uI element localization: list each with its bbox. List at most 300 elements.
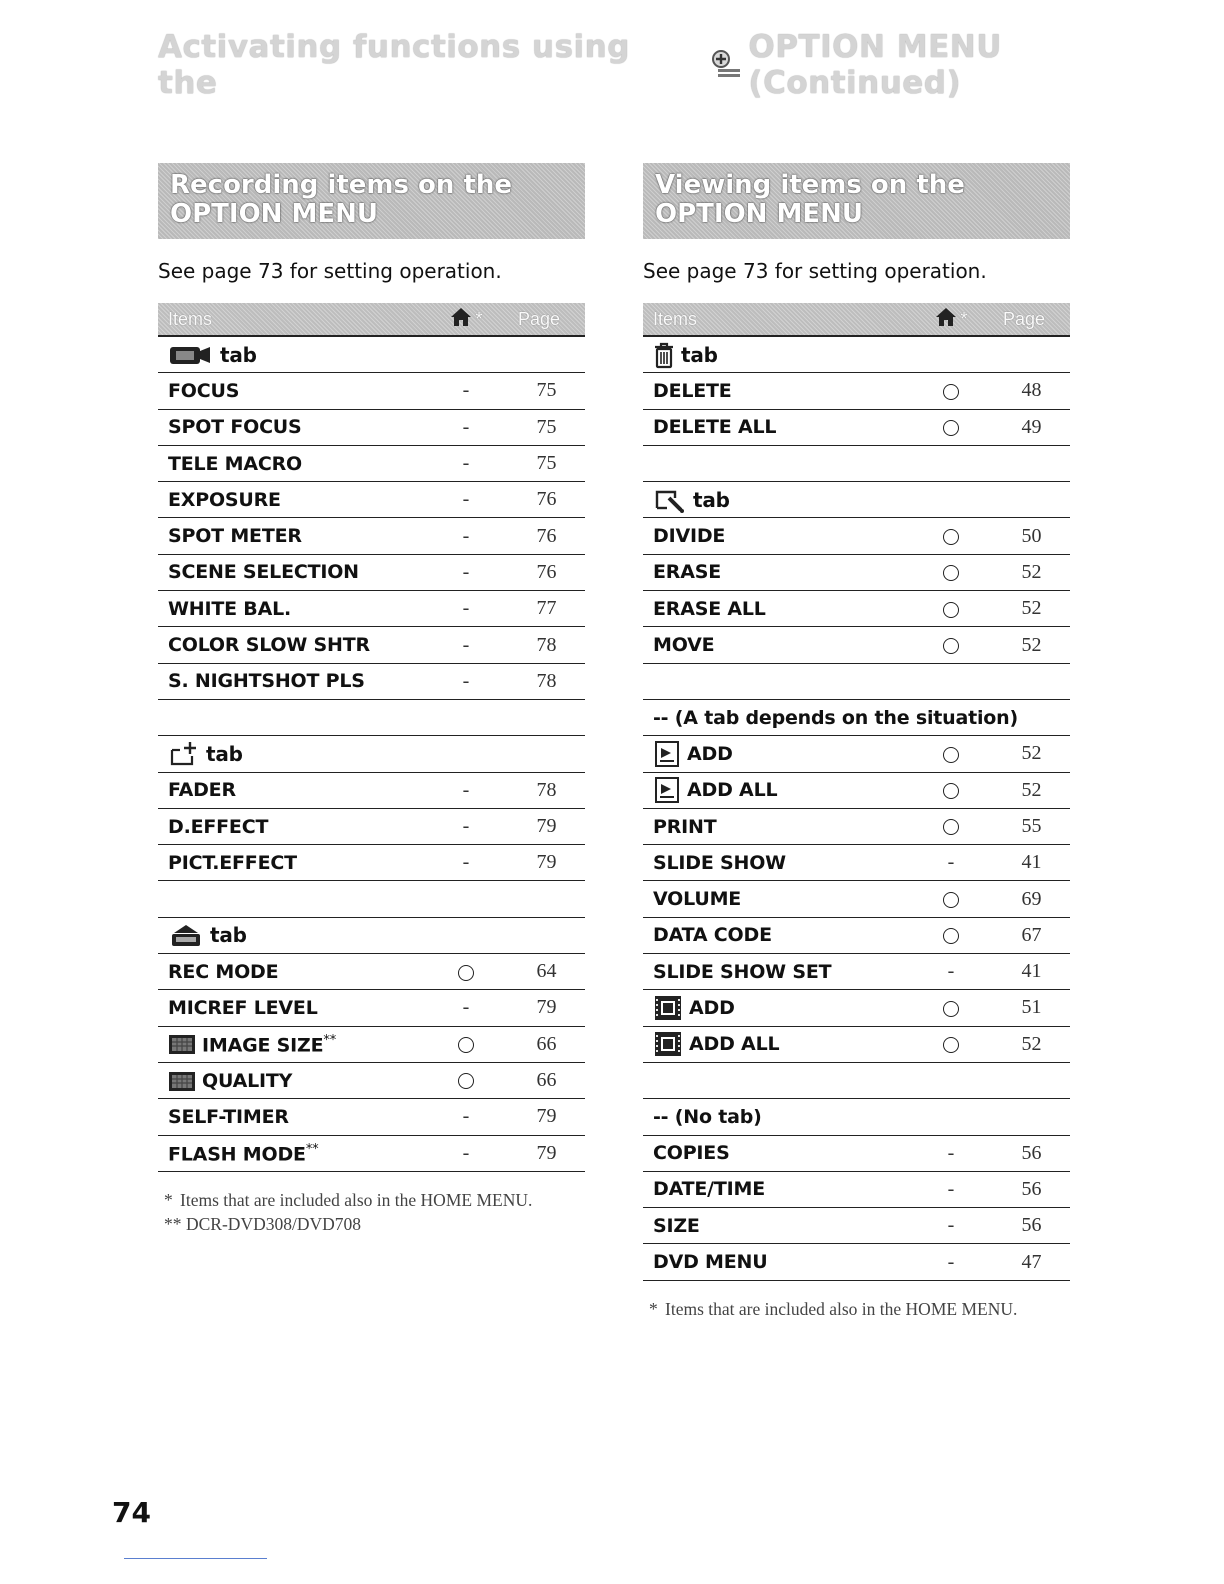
viewing-table-body bbox=[643, 337, 1070, 1281]
page-ref: 52 bbox=[1021, 560, 1042, 583]
page-ref: 66 bbox=[536, 1032, 557, 1055]
playlist-icon bbox=[653, 740, 681, 768]
menu-item-row bbox=[158, 373, 585, 409]
home-menu-flag bbox=[909, 779, 993, 802]
item-text: DVD MENU bbox=[653, 1251, 768, 1274]
menu-item-name bbox=[158, 1106, 424, 1128]
page-ref: 76 bbox=[536, 560, 557, 583]
footnote-marker: ** bbox=[305, 1141, 319, 1157]
item-label bbox=[168, 670, 365, 692]
menu-item-name bbox=[643, 888, 909, 910]
item-label bbox=[168, 598, 291, 620]
item-label bbox=[168, 489, 281, 511]
menu-item-row bbox=[643, 1244, 1070, 1280]
item-label bbox=[653, 416, 776, 438]
menu-item-row bbox=[643, 373, 1070, 409]
menu-item-row bbox=[158, 1099, 585, 1135]
menu-item-name bbox=[643, 816, 909, 838]
menu-item-row bbox=[643, 918, 1070, 954]
tab-group-label bbox=[158, 921, 424, 949]
home-menu-flag: - bbox=[462, 488, 470, 511]
item-label bbox=[168, 634, 370, 656]
item-text: ADD ALL bbox=[687, 779, 778, 802]
menu-item-name bbox=[643, 776, 909, 804]
item-label bbox=[653, 525, 725, 547]
item-label bbox=[653, 1251, 767, 1273]
page-ref: 55 bbox=[1021, 815, 1042, 837]
menu-item-row bbox=[643, 845, 1070, 881]
menu-item-name bbox=[643, 634, 909, 656]
menu-item-row bbox=[643, 990, 1070, 1026]
menu-item-name bbox=[158, 525, 424, 547]
item-text: COLOR SLOW SHTR bbox=[168, 634, 370, 657]
home-menu-flag bbox=[424, 1033, 508, 1056]
menu-item-name bbox=[643, 1142, 909, 1164]
item-label bbox=[653, 816, 717, 838]
home-menu-flag bbox=[909, 379, 993, 402]
page-ref: 79 bbox=[536, 996, 557, 1019]
tab-group-row bbox=[643, 337, 1070, 373]
tab-group-row bbox=[158, 736, 585, 772]
item-text: DIVIDE bbox=[653, 525, 726, 548]
column-page: Page bbox=[1003, 308, 1046, 329]
menu-item-row bbox=[158, 1027, 585, 1063]
item-label bbox=[653, 634, 714, 656]
menu-item-row bbox=[158, 664, 585, 700]
item-text: DELETE ALL bbox=[653, 416, 777, 439]
item-text: MOVE bbox=[653, 634, 715, 657]
item-label bbox=[653, 1178, 765, 1200]
item-text: FOCUS bbox=[168, 379, 240, 402]
item-label bbox=[202, 1033, 336, 1056]
item-text: ERASE ALL bbox=[653, 597, 766, 620]
footnote-mark: * bbox=[649, 1298, 658, 1319]
item-text: DATE/TIME bbox=[653, 1178, 765, 1201]
page-ref: 75 bbox=[536, 415, 557, 438]
menu-item-name bbox=[158, 634, 424, 656]
item-label bbox=[653, 888, 741, 910]
tab-group-row bbox=[158, 337, 585, 373]
menu-item-row bbox=[158, 990, 585, 1026]
effect-tab-icon bbox=[168, 740, 200, 768]
home-menu-flag: - bbox=[462, 452, 470, 475]
page-ref: 69 bbox=[1021, 887, 1042, 910]
menu-item-row bbox=[643, 954, 1070, 990]
menu-item-row bbox=[158, 446, 585, 482]
item-label bbox=[202, 1070, 292, 1092]
menu-item-name bbox=[643, 994, 909, 1022]
page-ref: 76 bbox=[536, 488, 557, 511]
home-menu-flag: - bbox=[462, 633, 470, 656]
included-circle-icon bbox=[943, 529, 959, 545]
menu-item-name bbox=[158, 779, 424, 801]
column-items: Items bbox=[168, 308, 213, 329]
menu-item-name bbox=[158, 416, 424, 438]
item-text: FADER bbox=[168, 779, 236, 802]
home-menu-flag: - bbox=[947, 1250, 955, 1273]
home-menu-flag: - bbox=[462, 415, 470, 438]
still-image-icon bbox=[168, 1033, 196, 1055]
page-ref: 47 bbox=[1021, 1250, 1042, 1273]
menu-item-row bbox=[643, 1136, 1070, 1172]
item-label bbox=[687, 779, 777, 801]
menu-item-name bbox=[643, 380, 909, 402]
menu-item-row bbox=[643, 518, 1070, 554]
tab-group-label bbox=[643, 486, 909, 514]
menu-item-name bbox=[643, 1030, 909, 1058]
home-menu-flag: - bbox=[462, 1105, 470, 1128]
item-label bbox=[653, 852, 786, 874]
home-menu-flag bbox=[909, 742, 993, 765]
menu-item-name bbox=[643, 740, 909, 768]
page-ref: 78 bbox=[536, 778, 557, 801]
viewing-table-header bbox=[643, 303, 1070, 337]
item-label bbox=[168, 1142, 318, 1165]
item-text: DELETE bbox=[653, 379, 732, 402]
included-circle-icon bbox=[458, 965, 474, 981]
item-label bbox=[653, 561, 721, 583]
included-circle-icon bbox=[943, 783, 959, 799]
home-menu-flag bbox=[909, 561, 993, 584]
home-menu-flag: - bbox=[462, 379, 470, 402]
page-ref: 52 bbox=[1021, 633, 1042, 656]
item-label bbox=[653, 1215, 700, 1237]
menu-item-row bbox=[158, 773, 585, 809]
page-ref: 52 bbox=[1021, 742, 1042, 765]
page-ref: 52 bbox=[1021, 778, 1042, 801]
item-label bbox=[653, 1142, 730, 1164]
subsection-row bbox=[643, 1099, 1070, 1135]
menu-item-name bbox=[158, 489, 424, 511]
page-ref: 79 bbox=[536, 1105, 557, 1128]
item-text: ADD bbox=[689, 996, 735, 1019]
recorder-tab-icon bbox=[168, 921, 204, 949]
menu-item-row bbox=[643, 627, 1070, 663]
item-text: SELF-TIMER bbox=[168, 1105, 289, 1128]
home-menu-flag: - bbox=[947, 1214, 955, 1237]
item-text: SPOT FOCUS bbox=[168, 416, 302, 439]
menu-item-name bbox=[643, 525, 909, 547]
playlist-icon bbox=[653, 776, 681, 804]
home-menu-flag: - bbox=[947, 1141, 955, 1164]
home-menu-flag: - bbox=[947, 960, 955, 983]
page-ref: 75 bbox=[536, 379, 557, 402]
home-menu-flag: - bbox=[947, 1177, 955, 1200]
blank-row bbox=[158, 700, 585, 736]
item-label bbox=[689, 997, 735, 1019]
page-ref: 67 bbox=[1021, 923, 1042, 946]
menu-item-name bbox=[643, 852, 909, 874]
item-label bbox=[168, 1106, 289, 1128]
item-text: MICREF LEVEL bbox=[168, 996, 318, 1019]
item-text: D.EFFECT bbox=[168, 815, 269, 838]
menu-item-row bbox=[643, 1172, 1070, 1208]
menu-item-row bbox=[158, 845, 585, 881]
menu-item-name bbox=[158, 1070, 424, 1092]
footnote-text: Items that are included also in the HOME MENU. bbox=[665, 1298, 1018, 1319]
blank-row bbox=[643, 664, 1070, 700]
page-number: 74 bbox=[112, 1496, 151, 1529]
page-ref: 76 bbox=[536, 524, 557, 547]
menu-item-name bbox=[158, 561, 424, 583]
item-label bbox=[168, 997, 318, 1019]
page-ref: 51 bbox=[1021, 996, 1042, 1019]
footnote-text: Items that are included also in the HOME MENU. bbox=[180, 1189, 533, 1210]
item-text: EXPOSURE bbox=[168, 488, 281, 511]
included-circle-icon bbox=[458, 1073, 474, 1089]
item-text: QUALITY bbox=[202, 1069, 293, 1092]
included-circle-icon bbox=[943, 1037, 959, 1053]
home-menu-flag: - bbox=[462, 669, 470, 692]
menu-item-row bbox=[158, 482, 585, 518]
home-menu-flag: - bbox=[462, 524, 470, 547]
item-text: PRINT bbox=[653, 815, 717, 838]
item-text: REC MODE bbox=[168, 960, 279, 983]
item-text: ADD bbox=[687, 742, 733, 765]
item-label bbox=[168, 525, 302, 547]
tab-label: tab bbox=[681, 342, 718, 367]
item-label bbox=[653, 380, 732, 402]
menu-item-row bbox=[158, 555, 585, 591]
included-circle-icon bbox=[943, 1001, 959, 1017]
page-ref: 64 bbox=[536, 960, 557, 983]
recording-table-header bbox=[158, 303, 585, 337]
menu-item-name bbox=[158, 997, 424, 1019]
item-label bbox=[168, 816, 268, 838]
item-text: IMAGE SIZE bbox=[202, 1033, 324, 1056]
page-ref: 77 bbox=[536, 597, 557, 620]
tab-label: tab bbox=[206, 741, 243, 766]
page-ref: 66 bbox=[536, 1069, 557, 1092]
viewing-see-page: See page 73 for setting operation. bbox=[643, 259, 987, 283]
subsection-label: -- (No tab) bbox=[653, 1105, 762, 1128]
included-circle-icon bbox=[943, 892, 959, 908]
included-circle-icon bbox=[943, 565, 959, 581]
item-text: SLIDE SHOW SET bbox=[653, 960, 832, 983]
item-label bbox=[168, 852, 297, 874]
item-text: FLASH MODE bbox=[168, 1142, 306, 1165]
home-menu-flag: - bbox=[462, 1141, 470, 1164]
option-menu-icon bbox=[708, 49, 742, 81]
item-text: SPOT METER bbox=[168, 525, 302, 548]
item-text: SCENE SELECTION bbox=[168, 561, 359, 584]
edit-tab-icon bbox=[653, 486, 687, 514]
item-label bbox=[168, 961, 278, 983]
menu-item-row bbox=[158, 954, 585, 990]
column-page: Page bbox=[518, 308, 561, 329]
recording-banner: Recording items on the OPTION MENU bbox=[158, 163, 585, 239]
home-icon bbox=[449, 306, 473, 333]
menu-item-name bbox=[643, 924, 909, 946]
recording-footnotes bbox=[158, 1188, 585, 1236]
home-menu-flag bbox=[909, 525, 993, 548]
menu-item-row bbox=[158, 518, 585, 554]
included-circle-icon bbox=[943, 384, 959, 400]
item-label bbox=[653, 924, 772, 946]
item-text: ERASE bbox=[653, 561, 721, 584]
item-text: S. NIGHTSHOT PLS bbox=[168, 670, 365, 693]
page-ref: 50 bbox=[1021, 524, 1042, 547]
tab-group-row bbox=[643, 482, 1070, 518]
menu-item-name bbox=[158, 1033, 424, 1056]
home-menu-flag bbox=[909, 1033, 993, 1056]
viewing-footnotes bbox=[643, 1297, 1070, 1321]
home-menu-flag bbox=[909, 416, 993, 439]
item-label bbox=[168, 416, 302, 438]
item-label bbox=[689, 1033, 779, 1055]
item-label bbox=[168, 779, 236, 801]
menu-item-name bbox=[643, 561, 909, 583]
menu-item-row bbox=[643, 881, 1070, 917]
home-asterisk: * bbox=[475, 308, 483, 329]
tab-group-label bbox=[158, 740, 424, 768]
footer-rule bbox=[124, 1558, 267, 1559]
menu-item-row bbox=[158, 627, 585, 663]
home-menu-flag: - bbox=[947, 851, 955, 874]
film-icon bbox=[653, 1030, 683, 1058]
item-text: DATA CODE bbox=[653, 924, 772, 947]
menu-item-name bbox=[158, 961, 424, 983]
page-ref: 75 bbox=[536, 452, 557, 475]
menu-item-row bbox=[158, 1063, 585, 1099]
item-label bbox=[653, 598, 766, 620]
page-title bbox=[158, 29, 1224, 101]
menu-item-row bbox=[158, 410, 585, 446]
footnote bbox=[649, 1297, 1070, 1321]
menu-item-name bbox=[158, 852, 424, 874]
menu-item-name bbox=[643, 1178, 909, 1200]
column-home bbox=[909, 306, 993, 333]
column-items: Items bbox=[653, 308, 698, 329]
page-ref: 78 bbox=[536, 633, 557, 656]
menu-item-row bbox=[643, 410, 1070, 446]
item-text: WHITE BAL. bbox=[168, 597, 291, 620]
subsection-row bbox=[643, 700, 1070, 736]
home-menu-flag: - bbox=[462, 778, 470, 801]
menu-item-name bbox=[643, 598, 909, 620]
page-ref: 56 bbox=[1021, 1214, 1042, 1237]
item-label bbox=[168, 380, 239, 402]
tab-label: tab bbox=[693, 487, 730, 512]
menu-item-name bbox=[643, 1215, 909, 1237]
menu-item-row bbox=[158, 809, 585, 845]
menu-item-name bbox=[158, 380, 424, 402]
footnote bbox=[164, 1188, 585, 1212]
home-menu-flag bbox=[424, 1069, 508, 1092]
tab-group-label bbox=[158, 342, 424, 368]
tab-label: tab bbox=[210, 923, 247, 948]
title-right: OPTION MENU (Continued) bbox=[748, 29, 1002, 101]
menu-item-name bbox=[643, 961, 909, 983]
item-text: COPIES bbox=[653, 1142, 730, 1165]
footnote-text: DCR-DVD308/DVD708 bbox=[186, 1213, 361, 1234]
included-circle-icon bbox=[943, 928, 959, 944]
home-menu-flag: - bbox=[462, 597, 470, 620]
item-label bbox=[168, 561, 359, 583]
item-label bbox=[653, 961, 831, 983]
footnote bbox=[164, 1212, 585, 1236]
page-ref: 79 bbox=[536, 851, 557, 874]
item-text: TELE MACRO bbox=[168, 452, 302, 475]
page-ref: 56 bbox=[1021, 1177, 1042, 1200]
included-circle-icon bbox=[943, 602, 959, 618]
recording-table-body bbox=[158, 337, 585, 1172]
blank-row bbox=[158, 881, 585, 917]
menu-item-row bbox=[643, 1027, 1070, 1063]
title-left: Activating functions using the bbox=[158, 29, 630, 101]
menu-item-name bbox=[158, 670, 424, 692]
item-text: VOLUME bbox=[653, 888, 742, 911]
page-ref: 78 bbox=[536, 669, 557, 692]
still-image-icon bbox=[168, 1070, 196, 1092]
trash-tab-icon bbox=[653, 341, 675, 369]
viewing-items-section bbox=[643, 163, 1070, 1321]
home-menu-flag bbox=[909, 634, 993, 657]
item-text: ADD ALL bbox=[689, 1033, 780, 1056]
home-menu-flag: - bbox=[462, 851, 470, 874]
home-menu-flag bbox=[424, 960, 508, 983]
tab-label: tab bbox=[220, 342, 257, 367]
page-ref: 56 bbox=[1021, 1141, 1042, 1164]
viewing-banner: Viewing items on the OPTION MENU bbox=[643, 163, 1070, 239]
menu-item-name bbox=[158, 453, 424, 475]
subsection-label: -- (A tab depends on the situation) bbox=[653, 706, 1018, 729]
page-ref: 49 bbox=[1021, 415, 1042, 438]
item-text: PICT.EFFECT bbox=[168, 851, 297, 874]
footnote-mark: ** bbox=[164, 1213, 182, 1234]
menu-item-row bbox=[643, 736, 1070, 772]
menu-item-name bbox=[158, 816, 424, 838]
page-ref: 52 bbox=[1021, 597, 1042, 620]
included-circle-icon bbox=[943, 420, 959, 436]
home-menu-flag bbox=[909, 815, 993, 838]
home-menu-flag bbox=[909, 597, 993, 620]
camera-tab-icon bbox=[168, 342, 214, 368]
home-menu-flag: - bbox=[462, 815, 470, 837]
included-circle-icon bbox=[458, 1037, 474, 1053]
recording-see-page: See page 73 for setting operation. bbox=[158, 259, 502, 283]
menu-item-row bbox=[158, 591, 585, 627]
menu-item-row bbox=[643, 591, 1070, 627]
included-circle-icon bbox=[943, 638, 959, 654]
home-menu-flag: - bbox=[462, 560, 470, 583]
home-menu-flag bbox=[909, 996, 993, 1019]
menu-item-row bbox=[643, 809, 1070, 845]
menu-item-row bbox=[643, 773, 1070, 809]
page-ref: 52 bbox=[1021, 1032, 1042, 1055]
film-icon bbox=[653, 994, 683, 1022]
menu-item-row bbox=[643, 555, 1070, 591]
column-home bbox=[424, 306, 508, 333]
home-menu-flag bbox=[909, 924, 993, 947]
menu-item-row bbox=[158, 1136, 585, 1172]
item-text: SIZE bbox=[653, 1214, 700, 1237]
page-ref: 41 bbox=[1021, 960, 1042, 983]
menu-item-name bbox=[643, 1251, 909, 1273]
home-icon bbox=[934, 306, 958, 333]
footnote-marker: ** bbox=[323, 1032, 336, 1048]
item-label bbox=[168, 453, 302, 475]
blank-row bbox=[643, 446, 1070, 482]
footnote-mark: * bbox=[164, 1189, 173, 1210]
menu-item-row bbox=[643, 1208, 1070, 1244]
page-ref: 79 bbox=[536, 815, 557, 837]
recording-items-section bbox=[158, 163, 585, 1236]
item-label bbox=[687, 743, 733, 765]
menu-item-name bbox=[158, 598, 424, 620]
menu-item-name bbox=[643, 416, 909, 438]
home-menu-flag: - bbox=[462, 996, 470, 1019]
